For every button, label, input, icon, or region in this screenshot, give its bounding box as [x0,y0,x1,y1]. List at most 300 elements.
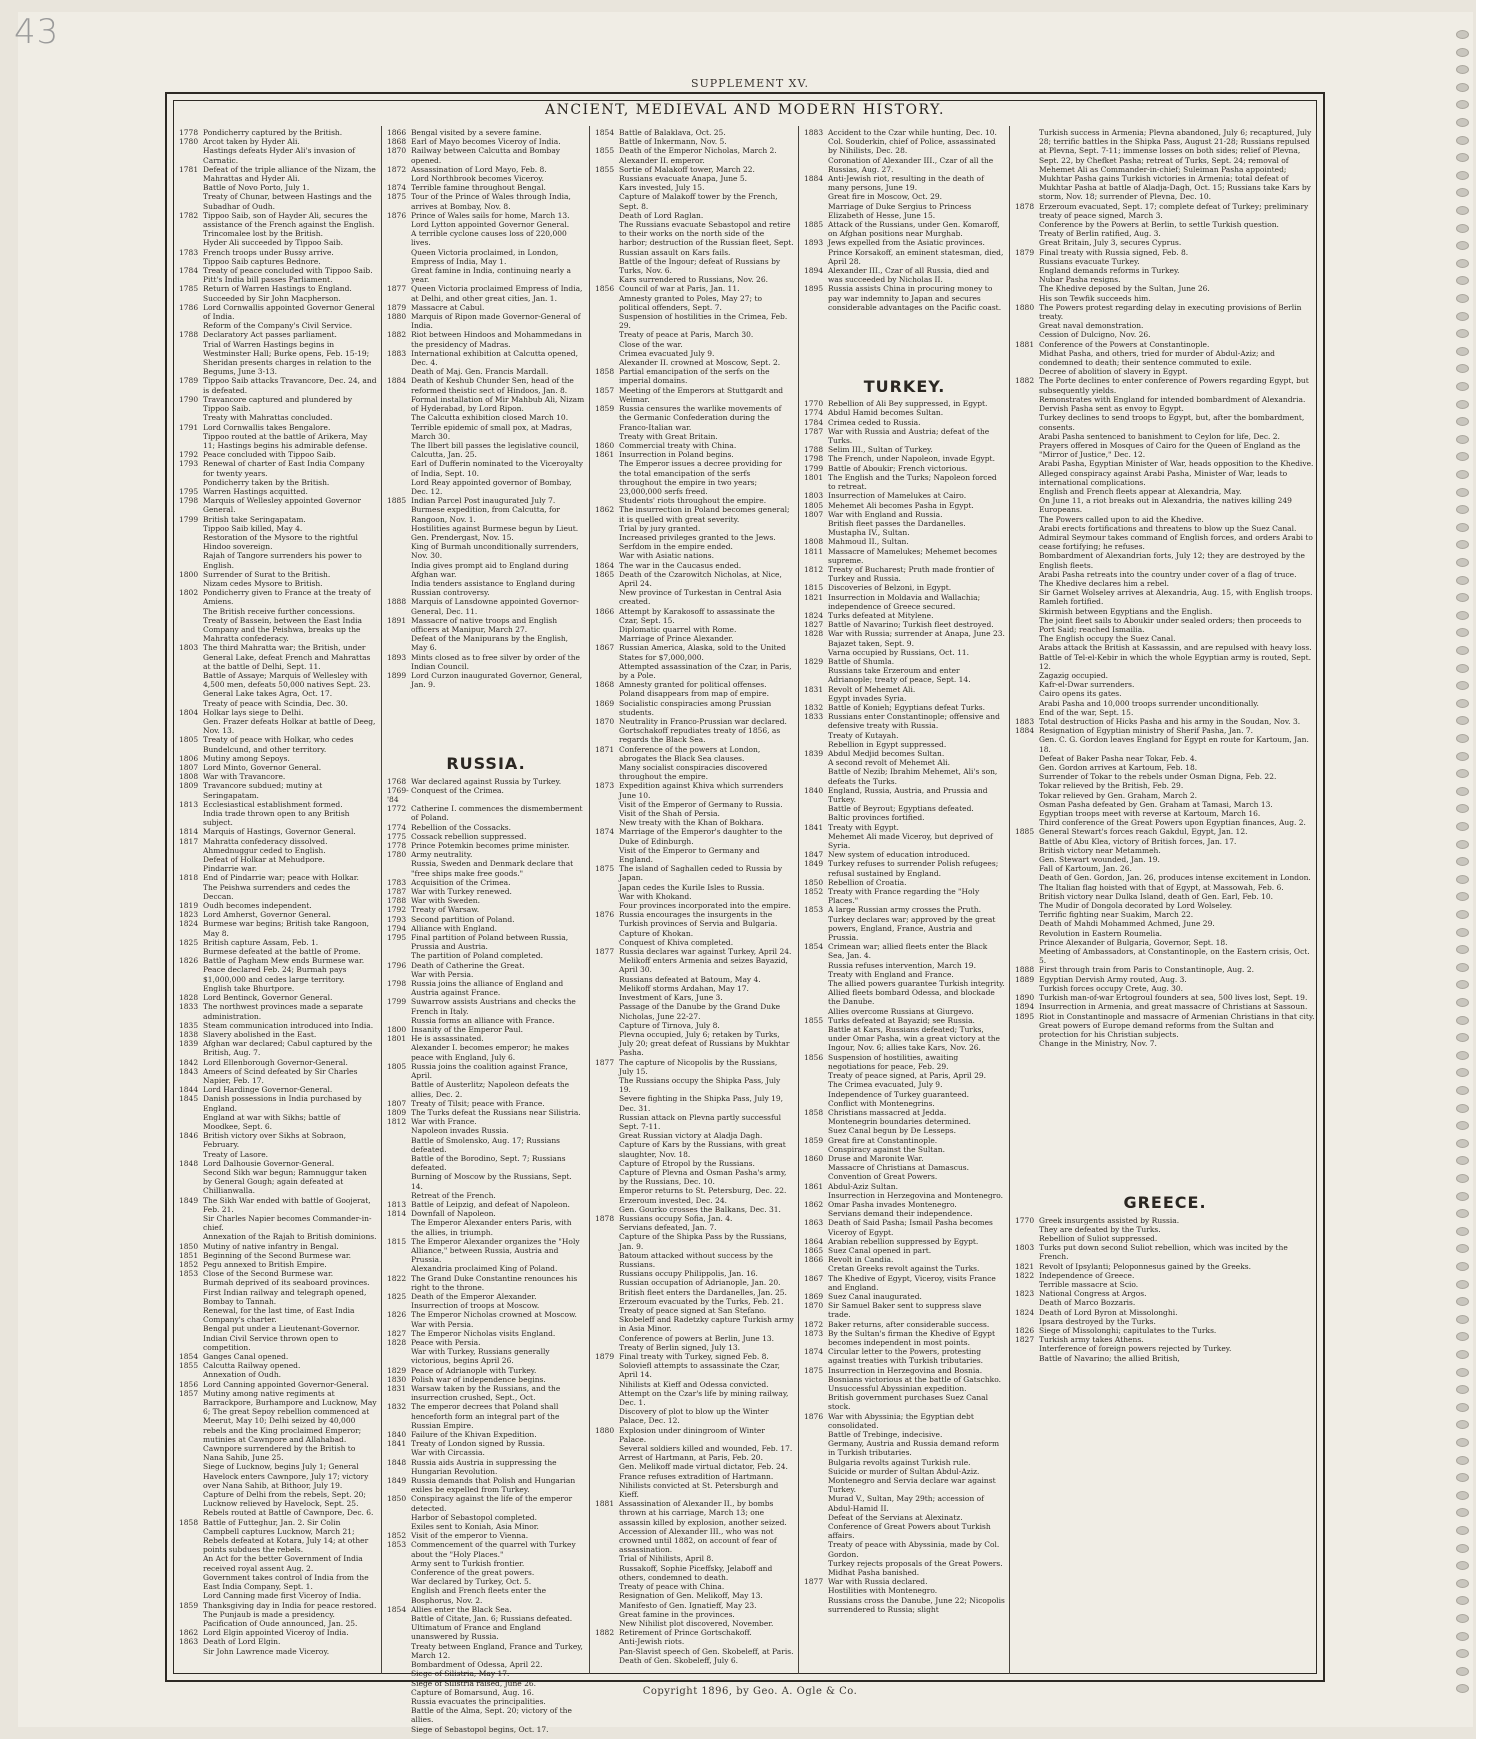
entry-year: 1880 [387,312,407,322]
history-entry [804,519,1005,528]
binding-ring [1456,259,1469,268]
entry-year: 1824 [1015,1307,1035,1317]
entry-text: Council of war at Paris, Jan. 11. [619,284,740,294]
entry-text: Fall of Kartoum, Jan. 26. [1039,864,1132,874]
entry-year: 1862 [595,505,615,515]
entry-text: Decree of abolition of slavery in Egypt. [1039,367,1188,377]
entry-year: 1850 [804,877,824,887]
history-entry [595,1196,794,1205]
entry-year: 1801 [804,472,824,482]
entry-year: 1881 [1015,339,1035,349]
entry-year: 1854 [387,1604,407,1614]
entry-text: War with Abyssinia; the Egyptian debt consolidated. [828,1411,974,1430]
history-entry [595,551,794,560]
entry-text: English and French fleets enter the Bosphorus, Nov. 2. [411,1586,547,1605]
entry-text: Russians occupy Philippolis, Jan. 16. [619,1269,758,1279]
entry-text: War with Turkey, Russians generally victorious, begins April 26. [411,1347,550,1366]
history-entry [1015,1216,1315,1225]
entry-text: The Khedive declares him a rebel. [1039,578,1169,588]
entry-text: Marriage of the Emperor's daughter to the Duke of Edinburgh. [619,827,783,846]
history-entry [179,699,377,708]
entry-year: 1827 [1015,1335,1035,1345]
entry-year [804,156,828,174]
entry-text: War with Khokand. [619,891,692,901]
history-entry [595,441,794,450]
entry-year [387,1660,411,1669]
entry-year [804,1467,828,1476]
entry-text: India tenders assistance to England during Russian controversy. [411,578,576,598]
history-entry [595,883,794,892]
entry-text: Cossack rebellion suppressed. [411,831,527,841]
entry-year [387,367,411,376]
entry-year: 1848 [387,1457,407,1467]
binding-ring [1456,417,1469,426]
entry-text: Death of Marco Bozzaris. [1039,1298,1136,1308]
entry-year: 1882 [1015,376,1035,386]
entry-text: War with France. [411,1117,477,1127]
entry-year: 1884 [804,174,824,184]
entry-year: 1805 [179,735,199,745]
entry-text: Treaty of peace signed at San Stefano. [619,1306,767,1315]
entry-year: 1785 [179,284,199,294]
history-entry [387,423,585,441]
column-rule [589,126,590,1674]
entry-year: 1839 [804,748,824,758]
history-entry [387,1605,585,1614]
entry-year [1015,469,1039,487]
history-entry [595,1343,794,1352]
entry-year: 1894 [804,266,824,276]
history-column-3 [595,128,794,1672]
history-entry [595,1481,794,1499]
entry-year [595,220,619,248]
entry-year [179,607,203,616]
history-entry [1015,257,1315,266]
entry-text: Russians cross the Danube, June 22; Nicopolis surrendered to Russia; slight [828,1595,1005,1614]
history-entry [1015,1354,1315,1363]
entry-text: Hostilities against Burmese begun by Lieut. Gen. Prendergast, Nov. 15. [411,523,579,542]
entry-year [1015,284,1039,293]
entry-year: 1790 [179,394,199,404]
entry-year: 1798 [804,454,824,464]
entry-text: The Powers protest regarding delay in executing provisions of Berlin treaty. [1039,302,1302,322]
entry-text: Defeat of Baker Pasha near Tokar, Feb. 4. [1039,753,1198,763]
entry-text: Burmese expedition, from Calcutta, for Rangoon, Nov. 1. [411,505,560,524]
history-entry [804,878,1005,887]
entry-year: 1821 [1015,1261,1035,1271]
entry-text: Tippoo Saib attacks Travancore, Dec. 24, and is defeated. [203,376,377,395]
entry-text: Lord Elgin appointed Viceroy of India. [203,1628,349,1638]
history-entry [595,294,794,312]
entry-year: 1821 [804,592,824,602]
entry-text: Battle of Shumla. [828,656,895,666]
history-entry [804,593,1005,611]
entry-year [179,551,203,569]
entry-text: Suicide or murder of Sultan Abdul-Aziz. [828,1466,980,1476]
entry-text: Prince Alexander of Bulgaria, Governor, Sept. 18. [1039,937,1228,947]
entry-text: India gives prompt aid to England during Afghan war. [411,560,569,579]
entry-text: Selim III., Sultan of Turkey. [828,445,933,455]
entry-year [179,855,203,864]
history-entry [804,1218,1005,1236]
history-entry [387,1513,585,1522]
history-entry [595,1554,794,1563]
entry-year [387,220,411,229]
history-entry [804,1163,1005,1172]
entry-text: Defeat of the triple alliance of the Nizam, the Mahrattas and Hyder Ali. [203,164,376,184]
entry-text: Danish possessions in India purchased by England. [203,1094,362,1113]
history-entry [179,1067,377,1085]
history-entry [1015,616,1315,634]
entry-year: 1844 [179,1085,199,1095]
history-entry [804,408,1005,417]
entry-text: Retreat of the French. [411,1190,496,1200]
entry-year: 1854 [179,1352,199,1362]
binding-ring [1456,153,1469,162]
entry-year: 1889 [1015,974,1035,984]
entry-year: 1805 [387,1061,407,1071]
entry-year [804,192,828,201]
history-entry [1015,1335,1315,1344]
history-entry [595,1140,794,1158]
history-entry [1015,340,1315,349]
entry-text: Druse and Maronite War. [828,1153,924,1163]
history-entry [804,1126,1005,1135]
entry-year [595,809,619,818]
entry-year [179,1619,203,1628]
history-entry [804,1099,1005,1108]
entry-text: Battle of the Borodino, Sept. 7; Russians defeated. [411,1153,566,1173]
history-entry [179,616,377,644]
entry-year [1015,588,1039,597]
history-entry [804,813,1005,822]
entry-year [595,1094,619,1112]
history-entry [179,910,377,919]
history-entry [179,901,377,910]
entry-text: Treaty of Berlin signed, July 13. [619,1342,741,1352]
entry-text: Treaty of peace signed, at Paris, April 29. [828,1071,986,1081]
entry-year [179,671,203,689]
entry-year [179,1324,203,1333]
entry-text: Surrender of Surat to the British. [203,569,331,579]
entry-year: 1840 [804,785,824,795]
entry-year: 1885 [387,496,407,506]
entry-year [1015,432,1039,441]
binding-ring [1456,1033,1469,1042]
history-entry [179,1131,377,1149]
history-entry [1015,643,1315,652]
entry-text: Treaty of London signed by Russia. [411,1439,546,1449]
entry-text: Resignation of Egyptian ministry of Sherif Pasha, Jan. 7. [1039,726,1254,736]
history-entry [387,128,585,137]
entry-year: 1874 [387,183,407,193]
history-entry [804,1596,1005,1614]
history-entry [804,537,1005,546]
entry-year [387,561,411,579]
entry-text: Battle of Inkermann, Nov. 5. [619,137,727,147]
binding-ring [1456,1051,1469,1060]
history-entry [387,496,585,505]
entry-year [1015,1280,1039,1289]
entry-year: 1831 [387,1384,407,1393]
entry-text: Abdul Medjid becomes Sultan. [828,748,945,758]
history-entry [179,1269,377,1278]
entry-text: The Emperor Nicholas crowned at Moscow. [411,1310,577,1320]
history-entry [595,1021,794,1030]
history-entry [387,1660,585,1669]
entry-text: Burmah deprived of its seaboard provinces. [203,1278,370,1288]
entry-text: Surrender of Tokar to the rebels under Osman Digna, Feb. 22. [1039,772,1277,782]
entry-year: 1885 [804,220,824,230]
entry-year: 1826 [179,956,199,966]
history-entry [1015,818,1315,827]
history-entry [179,487,377,496]
entry-year [595,818,619,827]
history-entry [1015,1243,1315,1261]
entry-year [1015,791,1039,800]
history-entry [804,1522,1005,1540]
history-entry [179,1094,377,1112]
entry-text: Treaty of peace with China. [619,1582,725,1592]
entry-year [804,137,828,155]
entry-year: 1801 [387,1034,407,1044]
history-entry [1015,735,1315,753]
binding-ring [1456,910,1469,919]
entry-text: Conference of the Powers at Constantinople. [1039,339,1210,349]
entry-year [387,1043,411,1061]
entry-text: Final treaty with Turkey, signed Feb. 8. [619,1352,769,1362]
history-entry [179,754,377,763]
binding-ring [1456,945,1469,954]
history-entry [595,1131,794,1140]
entry-year: 1869 [804,1291,824,1301]
history-entry [595,1269,794,1278]
entry-year: 1803 [1015,1243,1035,1253]
entry-year: 1856 [595,284,615,294]
entry-text: Peace concluded with Tippoo Saib. [203,450,336,460]
entry-text: Ganges Canal opened. [203,1352,289,1362]
entry-text: Great Russian victory at Aladja Dagh. [619,1131,763,1141]
entry-year: 1860 [595,440,615,450]
history-entry [1015,533,1315,551]
entry-text: Treaty of peace concluded with Tippoo Saib. [203,266,373,276]
entry-year: 1859 [179,1600,199,1610]
entry-year: 1798 [179,496,199,506]
history-entry [179,588,377,606]
entry-text: Restoration of the Mysore to the rightful Hindoo sovereign. [203,532,358,552]
history-entry [595,1251,794,1269]
history-entry [179,551,377,569]
entry-year: 1883 [387,348,407,358]
entry-text: Anti-Jewish riot, resulting in the death of many persons, June 19. [828,174,984,193]
entry-text: Prayers offered in Mosques of Cairo for the Queen of England as the "Mirror of Justice," Dec. 12. [1039,440,1301,460]
entry-text: Bosnians victorious at the battle of Gatschko. [828,1374,1001,1384]
entry-text: The English occupy the Suez Canal. [1039,634,1176,644]
entry-year: 1858 [804,1107,824,1117]
entry-year [595,883,619,892]
entry-year: 1813 [387,1199,407,1209]
entry-text: Final treaty with Russia signed, Feb. 8. [1039,247,1189,257]
history-entry [1015,1298,1315,1307]
entry-text: Rebellion of Croatia. [828,877,907,887]
entry-text: Bengal visited by a severe famine. [411,128,542,137]
entry-year [1015,864,1039,873]
entry-year [804,519,828,528]
entry-year: 1774 [387,822,407,832]
entry-year: 1778 [179,128,199,137]
entry-text: Failure of the Khivan Expedition. [411,1430,537,1440]
history-entry [179,689,377,698]
history-entry [804,1117,1005,1126]
entry-text: Hastings defeats Hyder Ali's invasion of Carnatic. [203,146,356,165]
entry-year [804,1071,828,1080]
entry-year: 1800 [179,569,199,579]
entry-year: 1870 [804,1301,824,1311]
entry-text: The insurrection in Poland becomes general; it is quelled with great severity. [619,505,790,524]
entry-text: Terrible massacre at Scio. [1039,1279,1139,1289]
history-entry [179,919,377,937]
entry-year [804,528,828,537]
entry-text: Burmese defeated at the battle of Prome. [203,947,361,957]
binding-ring [1456,1280,1469,1289]
entry-text: Turkish forces occupy Crete, Aug. 30. [1039,983,1184,993]
binding-ring [1456,1403,1469,1412]
history-entry [387,915,585,924]
entry-text: Servians defeated, Jan. 7. [619,1223,717,1233]
entry-year [804,961,828,970]
entry-year [179,321,203,330]
history-entry [179,1389,377,1444]
entry-year [1015,892,1039,901]
entry-year [804,1007,828,1016]
entry-text: Expedition against Khiva which surrenders June 10. [619,781,784,800]
history-entry [1015,772,1315,781]
entry-text: Varna occupied by Russians, Oct. 11. [828,647,970,657]
entry-year [387,1513,411,1522]
history-entry [595,625,794,634]
entry-year: 1796 [387,960,407,970]
history-entry [804,156,1005,174]
history-entry [1015,496,1315,514]
history-entry [1015,901,1315,910]
history-entry [1015,699,1315,708]
entry-year [387,1577,411,1586]
copyright-line: Copyright 1896, by Geo. A. Ogle & Co. [642,1686,858,1697]
history-entry [595,827,794,845]
history-entry [1015,238,1315,247]
entry-text: Manifesto of Gen. Ignatieff, May 23. [619,1600,757,1610]
history-entry [179,965,377,983]
entry-text: British fleet enters the Dardanelles, Jan. 25. [619,1287,787,1297]
entry-text: Terrible famine throughout Bengal. [411,183,546,193]
history-entry [595,248,794,257]
entry-year: 1888 [1015,965,1035,975]
entry-text: Russians evacuate Anapa, June 5. [619,174,747,184]
binding-ring [1456,928,1469,937]
history-entry [179,146,377,164]
entry-text: Army neutrality. [411,850,473,860]
history-entry [804,979,1005,988]
entry-year [1015,781,1039,790]
binding-ring [1456,1244,1469,1253]
entry-year [179,533,203,551]
entry-year [387,1559,411,1568]
entry-text: Death of the Emperor Alexander. [411,1291,537,1301]
entry-text: Sir Charles Napier becomes Commander-in-chief. [203,1213,372,1233]
history-entry [387,266,585,284]
entry-year [595,183,619,192]
entry-year [804,1559,828,1568]
entry-year: 1839 [179,1039,199,1049]
entry-year [595,1306,619,1315]
history-entry [179,883,377,901]
entry-text: Anti-Jewish riots. [619,1637,685,1647]
entry-text: Alexander II. crowned at Moscow, Sept. 2. [619,358,781,368]
entry-year: 1784 [179,266,199,276]
entry-year: 1792 [179,450,199,460]
history-entry [179,1306,377,1324]
entry-text: Hyder Ali succeeded by Tippoo Saib. [203,238,343,248]
entry-year [595,1527,619,1555]
entry-year: 1855 [595,164,615,174]
history-entry [1015,763,1315,772]
history-entry [387,1706,585,1724]
entry-text: Suspension of hostilities, awaiting negotiations for peace, Feb. 29. [828,1052,959,1071]
entry-year [804,1117,828,1126]
history-entry [595,910,794,928]
entry-text: Gen. Gordon arrives at Kartoum, Feb. 18. [1039,763,1198,773]
entry-year [595,1232,619,1250]
history-entry [387,1614,585,1623]
entry-text: Warren Hastings acquitted. [203,486,308,496]
entry-year [595,938,619,947]
entry-year: 1841 [387,1439,407,1449]
history-entry [804,767,1005,785]
history-entry [595,901,794,910]
history-entry [387,1568,585,1577]
entry-text: Great Britain, July 3, secures Cyprus. [1039,238,1182,248]
entry-year [387,1218,411,1236]
history-entry [387,777,585,786]
history-entry [595,459,794,496]
history-entry [387,1586,585,1604]
history-entry [179,570,377,579]
entry-year [804,731,828,740]
history-entry [1015,1002,1315,1011]
entry-year [804,1099,828,1108]
history-entry [804,1301,1005,1319]
entry-text: Mutiny of native infantry in Bengal. [203,1241,339,1251]
entry-text: Servians demand their independence. [828,1209,973,1219]
history-entry [387,1108,585,1117]
history-entry [1015,855,1315,864]
entry-text: Cairo opens its gates. [1039,689,1122,699]
binding-ring [1456,1456,1469,1465]
entry-year: 1825 [387,1291,407,1301]
entry-year: 1879 [387,302,407,312]
history-column-4 [804,128,1005,1672]
history-entry [179,1159,377,1168]
entry-text: British government purchases Suez Canal stock. [828,1393,989,1412]
entry-year: 1775 [387,831,407,841]
entry-year [595,1637,619,1646]
entry-year [595,1131,619,1140]
entry-text: Rebellion of Suliot suppressed. [1039,1233,1158,1243]
entry-text: Massacre of native troops and English officers at Manipur, March 27. [411,615,558,634]
entry-year: 1858 [179,1517,199,1527]
entry-text: Cawnpore surrendered by the British to Nana Sahib, June 25. [203,1444,356,1463]
entry-text: The Calcutta exhibition closed March 10. [411,413,569,423]
